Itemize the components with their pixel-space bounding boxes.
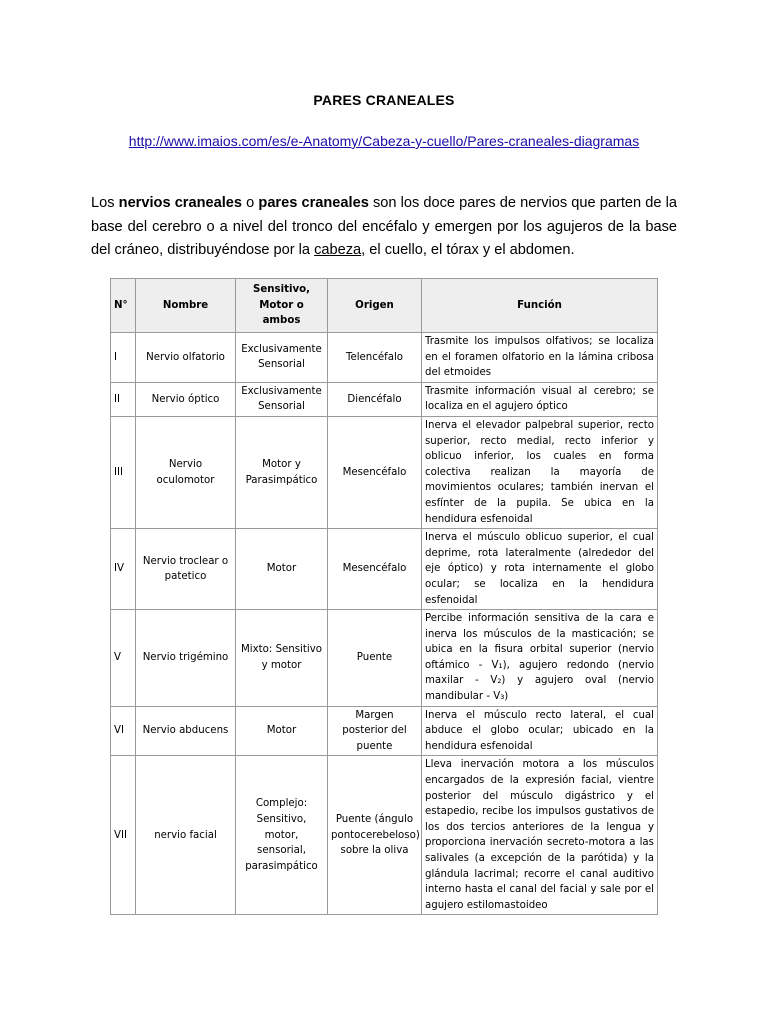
cell-nombre: Nervio troclear o patetico	[136, 529, 236, 610]
cell-funcion: Inerva el músculo recto lateral, el cual abduce el globo ocular; ubicado en la hendidura esfenoidal	[422, 706, 658, 756]
cell-nombre: nervio facial	[136, 756, 236, 915]
intro-term-pares: pares craneales	[258, 195, 369, 211]
table-row	[111, 756, 658, 915]
header-funcion: Función	[422, 279, 658, 333]
cell-tipo: Exclusivamente Sensorial	[236, 382, 328, 416]
header-origen: Origen	[328, 279, 422, 333]
header-tipo: Sensitivo, Motor o ambos	[236, 279, 328, 333]
table-row	[111, 706, 658, 756]
cell-num: VI	[111, 706, 136, 756]
cell-nombre: Nervio olfatorio	[136, 333, 236, 383]
cell-origen: Mesencéfalo	[328, 529, 422, 610]
cell-num: III	[111, 416, 136, 528]
intro-link-cabeza[interactable]: cabeza	[314, 242, 362, 258]
cell-tipo: Motor	[236, 529, 328, 610]
cell-funcion: Trasmite información visual al cerebro; se localiza en el agujero óptico	[422, 382, 658, 416]
cranial-nerves-table	[110, 278, 658, 915]
intro-paragraph	[91, 192, 677, 263]
table-header-row	[111, 279, 658, 333]
cell-origen: Diencéfalo	[328, 382, 422, 416]
header-nombre: Nombre	[136, 279, 236, 333]
reference-link[interactable]: http://www.imaios.com/es/e-Anatomy/Cabeza-y-cuello/Pares-craneales-diagramas	[128, 133, 640, 149]
cell-num: IV	[111, 529, 136, 610]
cell-origen: Puente	[328, 610, 422, 707]
cell-tipo: Exclusivamente Sensorial	[236, 333, 328, 383]
cell-origen: Telencéfalo	[328, 333, 422, 383]
intro-text-4: , el cuello, el tórax y el abdomen.	[361, 242, 575, 258]
table-row	[111, 610, 658, 707]
intro-text-2: o	[242, 195, 259, 211]
cell-nombre: Nervio abducens	[136, 706, 236, 756]
cell-tipo: Complejo: Sensitivo, motor, sensorial, parasimpático	[236, 756, 328, 915]
cell-origen: Margen posterior del puente	[328, 706, 422, 756]
intro-text-1: Los	[91, 195, 119, 211]
cell-origen: Mesencéfalo	[328, 416, 422, 528]
cell-num: II	[111, 382, 136, 416]
cell-funcion: Lleva inervación motora a los músculos encargados de la expresión facial, vientre posterior del músculo digástrico y el estapedio, recibe los impulsos gustativos de los dos tercios anteriores de la lengua y proporciona inervación secreto-motora a las salivales (a excepción de la parótida) y la glándula lacrimal; recorre el canal auditivo interno hasta el canal del facial y sale por el agujero estilomastoideo	[422, 756, 658, 915]
cell-funcion: Inerva el músculo oblicuo superior, el cual deprime, rota lateralmente (alrededor del eje óptico) y rota internamente el globo ocular; se localiza en la hendidura esfenoidal	[422, 529, 658, 610]
table-row	[111, 416, 658, 528]
intro-term-nervios: nervios craneales	[118, 195, 243, 211]
table-row	[111, 529, 658, 610]
table-row	[111, 333, 658, 383]
cell-funcion: Percibe información sensitiva de la cara e inerva los músculos de la masticación; se ubica en la fisura orbital superior (nervio oftámico - V₁), agujero redondo (nervio maxilar - V₂) y agujero oval (nervio mandibular - V₃)	[422, 610, 658, 707]
cell-tipo: Motor y Parasimpático	[236, 416, 328, 528]
cell-nombre: Nervio trigémino	[136, 610, 236, 707]
cell-funcion: Trasmite los impulsos olfativos; se localiza en el foramen olfatorio en la lámina cribosa del etmoides	[422, 333, 658, 383]
table-row	[111, 382, 658, 416]
cell-funcion: Inerva el elevador palpebral superior, recto superior, recto medial, recto inferior y oblicuo inferior, los cuales en forma colectiva realizan la mayoría de movimientos oculares; también inervan el esfínter de la pupila. Se ubica en la hendidura esfenoidal	[422, 416, 658, 528]
cell-nombre: Nervio oculomotor	[136, 416, 236, 528]
header-num: N°	[111, 279, 136, 333]
cell-tipo: Motor	[236, 706, 328, 756]
cell-origen: Puente (ángulo pontocerebeloso) sobre la oliva	[328, 756, 422, 915]
cell-num: V	[111, 610, 136, 707]
cell-nombre: Nervio óptico	[136, 382, 236, 416]
cell-num: VII	[111, 756, 136, 915]
cell-tipo: Mixto: Sensitivo y motor	[236, 610, 328, 707]
intro-text-3: son los doce pares de nervios que parten de la base del cerebro o a nivel del tronco del encéfalo y emergen por los agujeros de la base del cráneo, distribuyéndose por la	[91, 195, 677, 258]
page-title: PARES CRANEALES	[313, 92, 455, 108]
cell-num: I	[111, 333, 136, 383]
